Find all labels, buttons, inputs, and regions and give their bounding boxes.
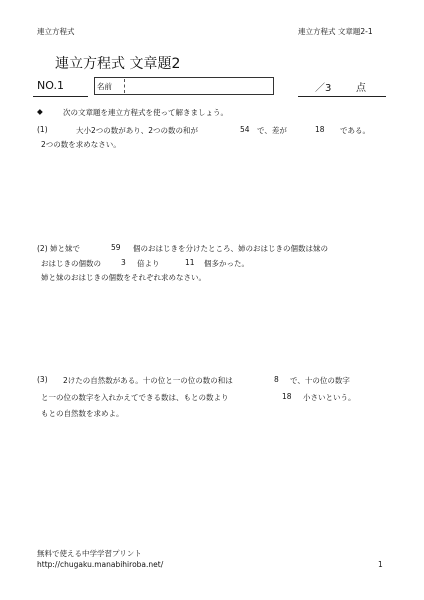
q3-text-line3: もとの自然数を求めよ。: [41, 409, 124, 418]
q1-text-3: である。: [340, 126, 370, 135]
q1-number-diff: 18: [315, 125, 325, 134]
name-divider: [124, 79, 125, 93]
page-title: 連立方程式 文章題2: [55, 56, 181, 72]
q2-number-times: 3: [121, 258, 126, 267]
q3-text-1: 2けたの自然数がある。十の位と一の位の数の和は: [63, 376, 233, 385]
q1-text-line2: 2つの数を求めなさい。: [41, 140, 121, 149]
q2-text-2a: おはじきの個数の: [41, 259, 101, 268]
q3-number-sum: 8: [274, 375, 279, 384]
q1-text-2: で、差が: [257, 126, 287, 135]
worksheet-number: NO.1: [37, 79, 64, 92]
instruction-bullet: ◆: [37, 107, 43, 116]
footer-site-name: 無料で使える中学学習プリント: [37, 549, 142, 558]
q3-number-diff: 18: [282, 392, 292, 401]
score-unit: 点: [356, 83, 366, 94]
q3-text-2a: と一の位の数字を入れかえてできる数は、もとの数より: [41, 393, 229, 402]
q2-text-1: 個のおはじきを分けたところ、姉のおはじきの個数は妹の: [133, 244, 328, 253]
q2-number-more: 11: [185, 258, 195, 267]
q2-number-total: 59: [111, 243, 121, 252]
page-number: 1: [378, 560, 383, 569]
q3-label: (3): [37, 375, 48, 384]
q1-number-sum: 54: [240, 125, 250, 134]
header-left: 連立方程式: [37, 27, 75, 36]
q2-text-line3: 姉と妹のおはじきの個数をそれぞれ求めなさい。: [41, 273, 206, 282]
instruction-text: 次の文章題を連立方程式を使って解きましょう。: [63, 108, 228, 117]
score-total: ／3: [315, 83, 332, 94]
number-underline: [33, 96, 88, 97]
q2-text-2c: 個多かった。: [204, 259, 249, 268]
q3-text-2b: 小さいという。: [303, 393, 356, 402]
q1-label: (1): [37, 125, 48, 134]
score-underline: [298, 96, 386, 97]
q2-text-2b: 倍より: [137, 259, 160, 268]
header-right: 連立方程式 文章題2-1: [298, 27, 373, 36]
q1-text-1: 大小2つの数があり、2つの数の和が: [76, 126, 199, 135]
name-label: 名前: [97, 82, 112, 91]
q2-label: (2) 姉と妹で: [37, 244, 81, 253]
footer-url[interactable]: http://chugaku.manabihiroba.net/: [37, 560, 164, 569]
q3-text-2: で、十の位の数字: [290, 376, 350, 385]
name-field[interactable]: [94, 77, 274, 95]
